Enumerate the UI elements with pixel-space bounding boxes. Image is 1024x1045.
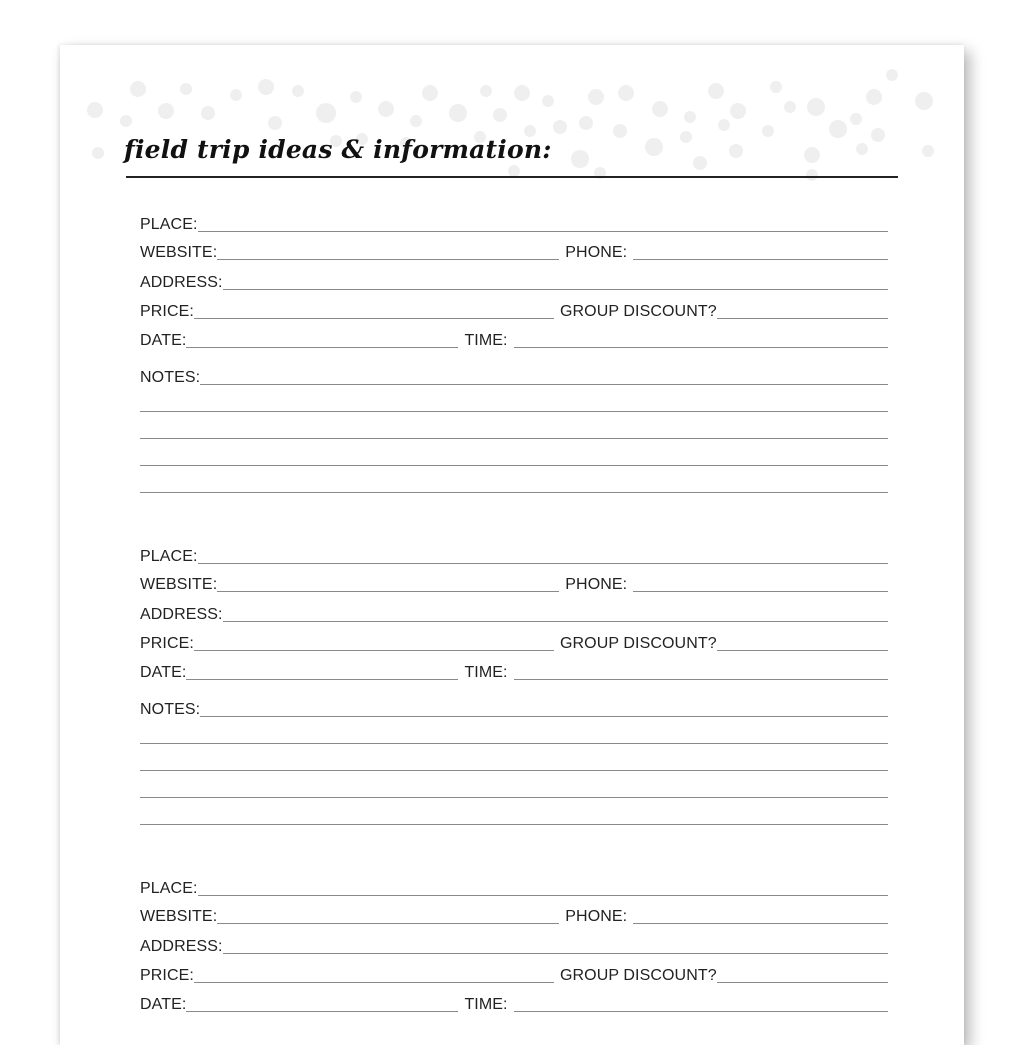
time-label: TIME: [464,664,508,681]
place-label: PLACE: [140,216,198,233]
phone-field[interactable] [633,259,888,260]
address-field[interactable] [223,621,888,622]
confetti-dots-decoration [60,45,964,185]
group-discount-field[interactable] [717,982,888,983]
group-discount-label: GROUP DISCOUNT? [559,303,717,320]
notes-line[interactable] [140,770,888,771]
time-field[interactable] [514,347,888,348]
address-row [140,935,888,957]
website-label: WEBSITE: [140,244,218,261]
notes-line[interactable] [140,797,888,798]
field-trip-entry [140,877,888,1045]
field-trip-entry [140,545,888,845]
address-row [140,603,888,625]
website-field[interactable] [217,923,559,924]
address-field[interactable] [223,289,888,290]
price-field[interactable] [194,650,554,651]
phone-field[interactable] [633,923,888,924]
website-label: WEBSITE: [140,576,218,593]
place-row [140,213,888,235]
time-label: TIME: [464,996,508,1013]
group-discount-field[interactable] [717,318,888,319]
price-field[interactable] [194,982,554,983]
place-field[interactable] [198,895,888,896]
notes-line[interactable] [140,465,888,466]
group-discount-label: GROUP DISCOUNT? [559,967,717,984]
worksheet-page [60,45,964,1045]
place-field[interactable] [198,563,888,564]
time-field[interactable] [514,1011,888,1012]
notes-line[interactable] [140,492,888,493]
price-field[interactable] [194,318,554,319]
notes-field[interactable] [200,716,888,717]
website-field[interactable] [217,591,559,592]
price-label: PRICE: [140,303,194,320]
group-discount-field[interactable] [717,650,888,651]
notes-line[interactable] [140,438,888,439]
price-row [140,300,888,322]
notes-line[interactable] [140,824,888,825]
date-field[interactable] [186,679,458,680]
address-row [140,271,888,293]
place-row [140,545,888,567]
notes-row [140,366,888,388]
notes-line[interactable] [140,743,888,744]
price-row [140,964,888,986]
website-row [140,905,888,927]
notes-field[interactable] [200,384,888,385]
address-label: ADDRESS: [140,606,223,623]
notes-label: NOTES: [140,369,201,386]
phone-label: PHONE: [565,244,628,261]
notes-line[interactable] [140,411,888,412]
group-discount-label: GROUP DISCOUNT? [559,635,717,652]
place-label: PLACE: [140,548,198,565]
website-row [140,241,888,263]
website-label: WEBSITE: [140,908,218,925]
field-trip-entry [140,213,888,513]
phone-field[interactable] [633,591,888,592]
phone-label: PHONE: [565,908,628,925]
date-label: DATE: [140,664,187,681]
notes-label: NOTES: [140,701,201,718]
price-row [140,632,888,654]
date-label: DATE: [140,996,187,1013]
address-field[interactable] [223,953,888,954]
website-row [140,573,888,595]
price-label: PRICE: [140,635,194,652]
date-time-row [140,329,888,351]
address-label: ADDRESS: [140,938,223,955]
address-label: ADDRESS: [140,274,223,291]
page-title: field trip ideas & information: [124,135,552,164]
time-field[interactable] [514,679,888,680]
date-field[interactable] [186,1011,458,1012]
date-field[interactable] [186,347,458,348]
title-underline [126,176,898,178]
date-time-row [140,661,888,683]
notes-row [140,698,888,720]
time-label: TIME: [464,332,508,349]
price-label: PRICE: [140,967,194,984]
website-field[interactable] [217,259,559,260]
phone-label: PHONE: [565,576,628,593]
place-row [140,877,888,899]
place-label: PLACE: [140,880,198,897]
place-field[interactable] [198,231,888,232]
date-label: DATE: [140,332,187,349]
date-time-row [140,993,888,1015]
